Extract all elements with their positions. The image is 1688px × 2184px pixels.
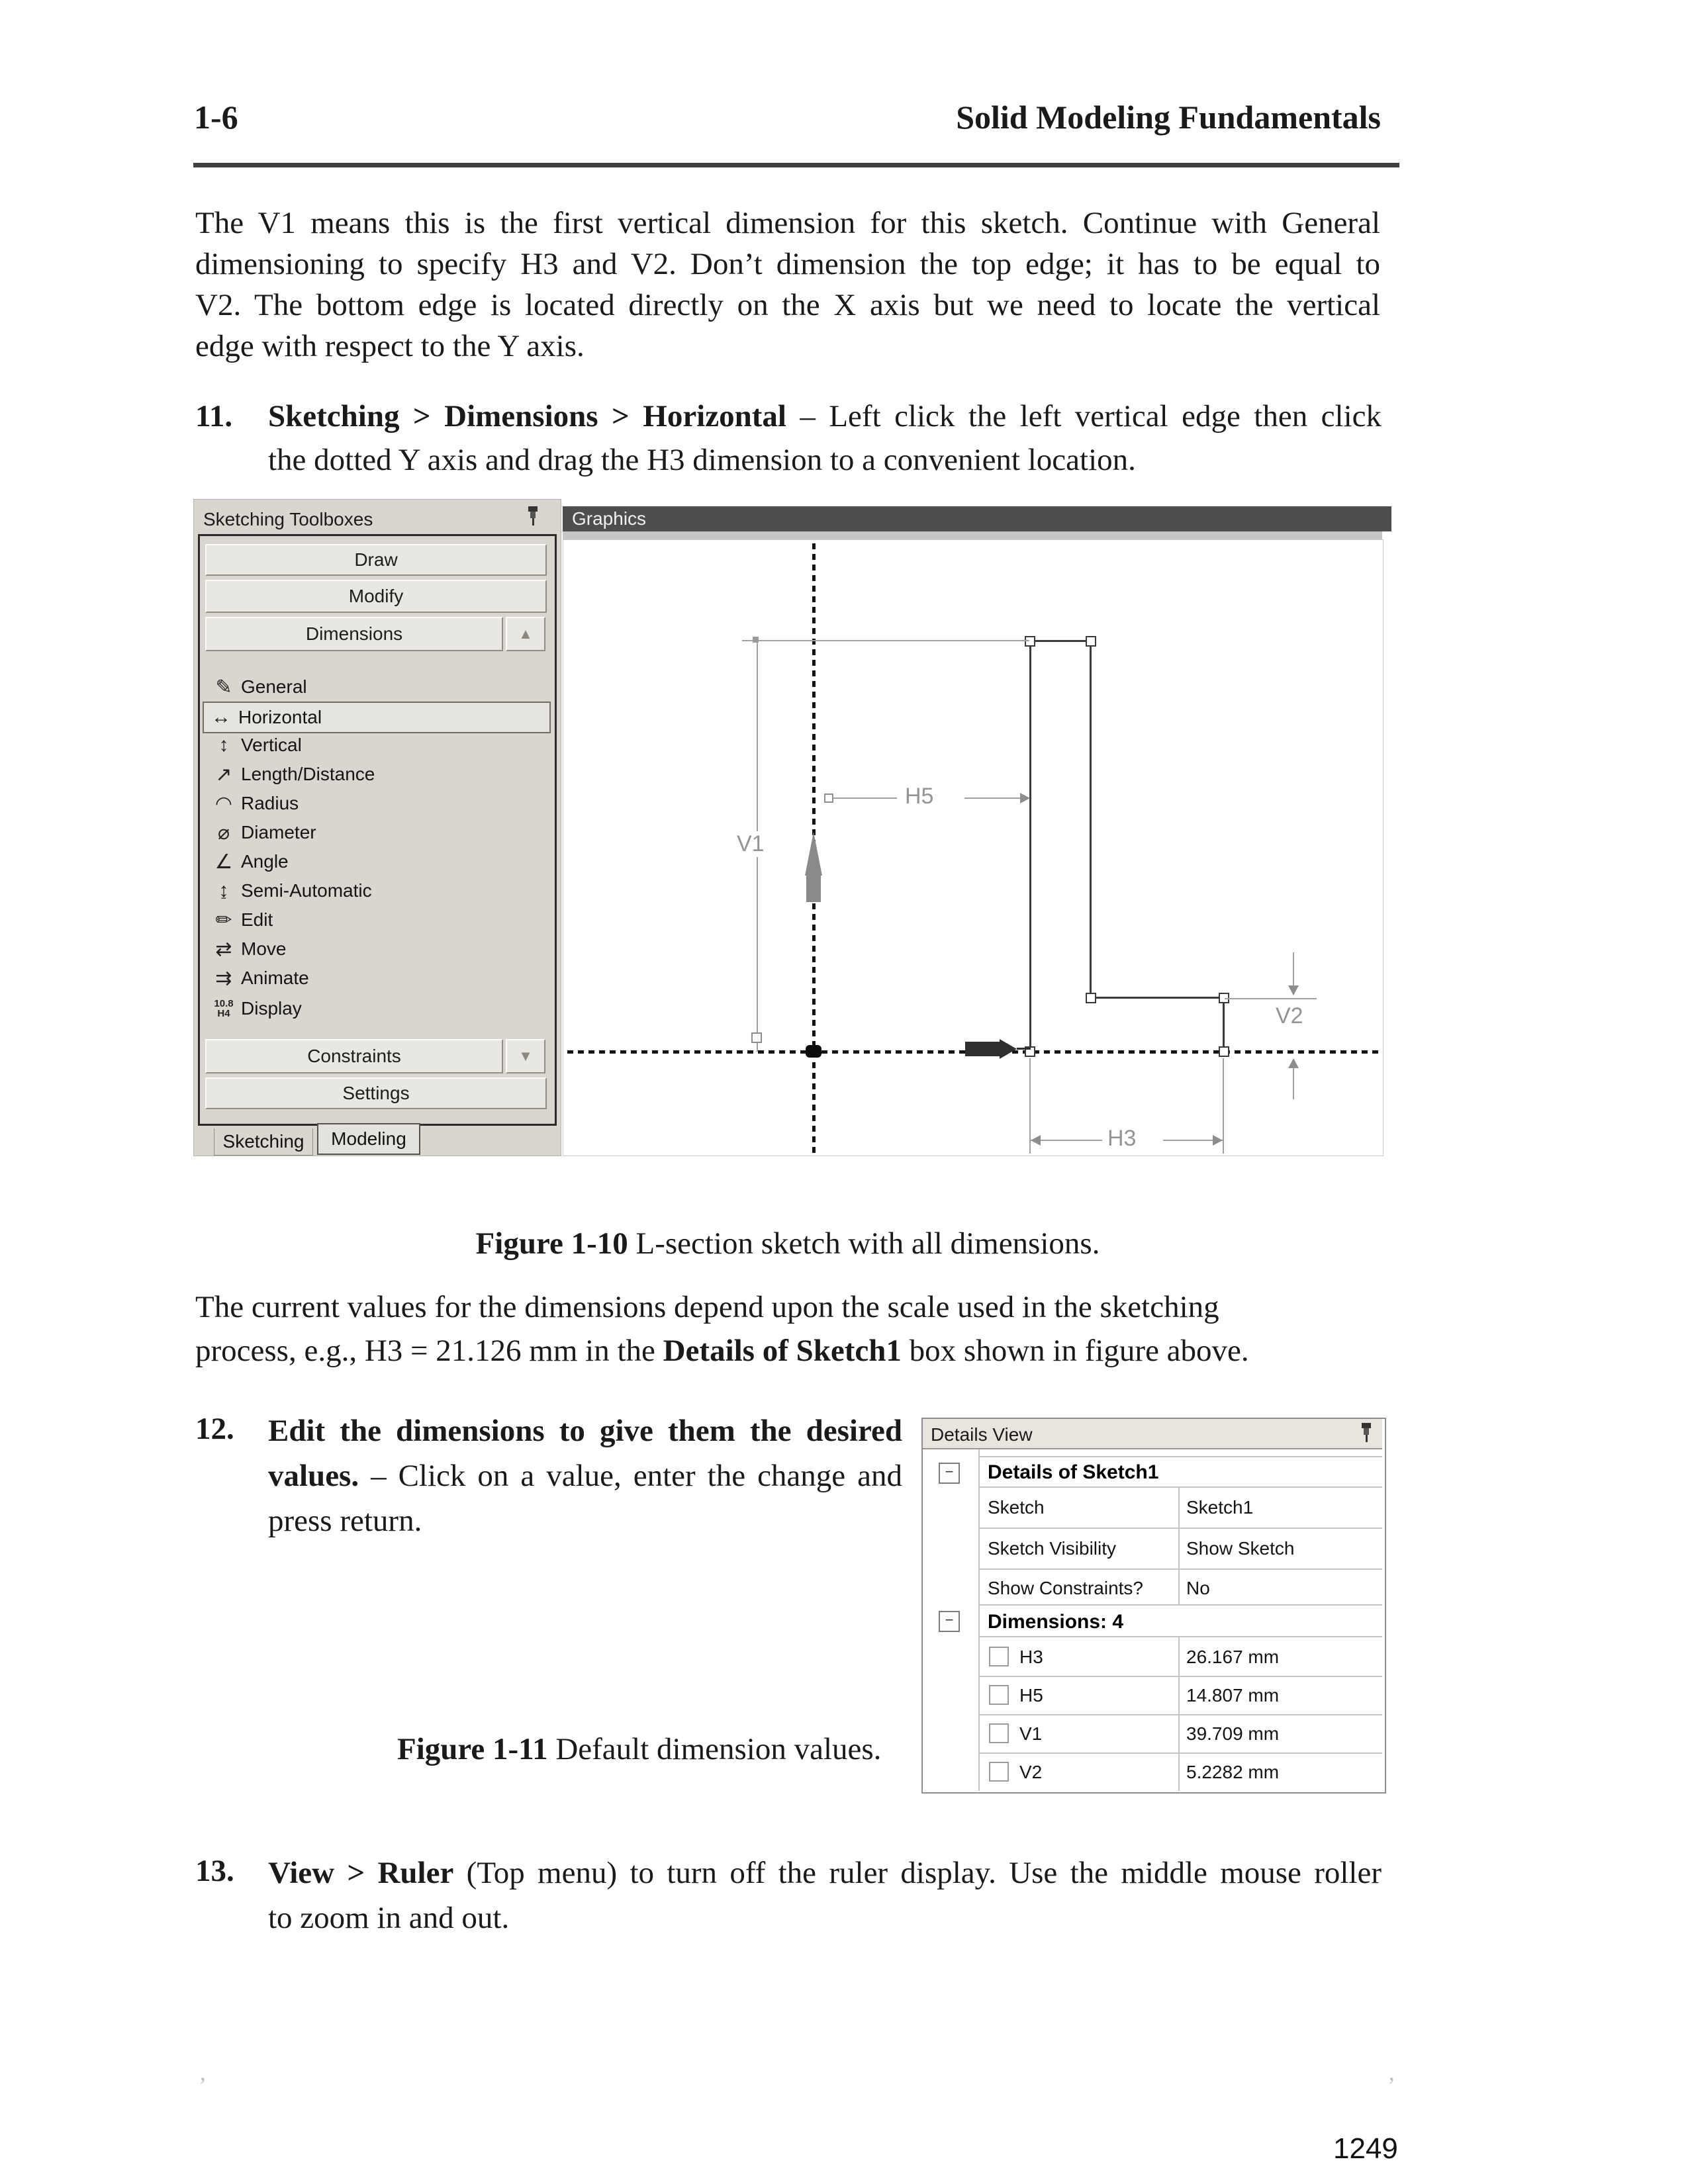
details-of-sketch1-reference: Details of Sketch1 [663, 1334, 902, 1368]
grid-line [978, 1486, 1382, 1488]
tool-label: Angle [241, 851, 289, 872]
h5-right-arrow [1020, 793, 1030, 803]
figure-1-10-caption-text: L-section sketch with all dimensions. [628, 1226, 1100, 1261]
figure-1-11-caption-text: Default dimension values. [547, 1732, 882, 1766]
toolbox-panel-title: Sketching Toolboxes [203, 509, 373, 529]
vertical-dimension-icon: ↕ [218, 734, 229, 756]
property-name: Show Constraints? [988, 1578, 1144, 1598]
pin-icon[interactable] [526, 506, 541, 526]
draw-section-header[interactable]: Draw [205, 544, 547, 576]
constraints-section-header[interactable]: Constraints [205, 1039, 503, 1073]
page-number-footer: 1249 [1333, 2132, 1398, 2165]
tool-label: Move [241, 938, 287, 959]
v2-extension-line [1225, 998, 1317, 999]
step-13-menu-path: View > Ruler [268, 1856, 454, 1890]
figure-1-10-caption [195, 1223, 1380, 1264]
stray-mark: ’ [199, 2072, 207, 2099]
step-12-text: – Click on a value, enter the change and [359, 1459, 902, 1493]
sketch-left-vertical-edge[interactable] [1029, 640, 1031, 1052]
step-11-line2: the dotted Y axis and drag the H3 dimension to a convenient location. [268, 443, 1136, 477]
scroll-up-button[interactable] [506, 617, 545, 651]
vertex-handle [1025, 636, 1035, 647]
paragraph-line: The current values for the dimensions depend upon the scale used in the sketching [195, 1290, 1219, 1324]
dimension-name: V2 [1019, 1762, 1043, 1782]
column-divider [1178, 1636, 1180, 1791]
paragraph-text: process, e.g., H3 = 21.126 mm in the [195, 1334, 663, 1368]
tool-label: Semi-Automatic [241, 880, 372, 901]
scroll-up-icon: ▲ [518, 625, 533, 642]
step-11 [268, 396, 1382, 480]
details-of-sketch1-header: Details of Sketch1 [988, 1461, 1159, 1483]
tool-label: Edit [241, 909, 273, 930]
v2-lower-arrow [1288, 1058, 1299, 1068]
tool-label: Length/Distance [241, 764, 375, 784]
dimension-checkbox[interactable] [989, 1723, 1009, 1743]
details-view-titlebar [923, 1419, 1382, 1449]
figure-1-10-caption-label: Figure 1-10 [475, 1226, 628, 1261]
page-number-header: 1-6 [194, 99, 238, 136]
tool-vertical[interactable] [207, 732, 548, 758]
dimension-name: V1 [1019, 1723, 1043, 1744]
paragraph-line: V2. The bottom edge is located directly on the X axis but we need to locate the vertical [195, 288, 1380, 322]
paragraph-line: dimensioning to specify H3 and V2. Don’t dimension the top edge; it has to be equal to [195, 247, 1380, 281]
sketch-inner-vertical-edge[interactable] [1090, 640, 1092, 998]
origin-point [806, 1045, 821, 1058]
paragraph-text: box shown in figure above. [901, 1334, 1249, 1368]
paragraph-1 [195, 203, 1380, 367]
step-11-text: – Left click the left vertical edge then click [786, 399, 1382, 433]
move-dimension-icon: ⇄ [215, 938, 232, 960]
details-view-title: Details View [931, 1424, 1033, 1445]
tool-move[interactable] [207, 936, 548, 962]
y-axis-arrow-stem [806, 874, 821, 902]
collapse-icon[interactable]: − [939, 1463, 960, 1484]
dimension-name: H3 [1019, 1647, 1043, 1667]
h5-dimension-line-left[interactable] [828, 797, 897, 799]
collapse-icon[interactable]: − [939, 1611, 960, 1632]
step-13-number: 13. [195, 1854, 234, 1888]
tool-display[interactable] [207, 994, 548, 1023]
step-13-line1 [268, 1850, 1382, 1895]
v2-dimension-label[interactable]: V2 [1273, 1003, 1306, 1029]
horizontal-dimension-icon: ↔ [211, 706, 231, 728]
semi-automatic-icon: ↨ [218, 880, 229, 901]
tool-length-distance[interactable] [207, 761, 548, 788]
vertex-handle [1086, 993, 1096, 1003]
h5-dimension-label[interactable]: H5 [902, 784, 936, 809]
paragraph-line: edge with respect to the Y axis. [195, 329, 585, 363]
general-dimension-icon: ✎ [215, 676, 232, 698]
scroll-down-button[interactable] [506, 1039, 545, 1073]
radius-icon: ◠ [214, 792, 233, 815]
property-name: Sketch [988, 1497, 1045, 1518]
tool-horizontal-selected[interactable] [203, 702, 551, 733]
paragraph-2 [195, 1287, 1380, 1371]
paragraph-line [195, 1330, 1380, 1371]
angle-icon: ∠ [214, 850, 233, 873]
grid-line [978, 1714, 1382, 1715]
sketch-top-edge[interactable] [1029, 640, 1091, 642]
property-value[interactable]: Sketch1 [1186, 1497, 1254, 1518]
length-distance-icon: ↗ [215, 763, 232, 786]
tool-animate[interactable] [207, 965, 548, 991]
step-13-line2: to zoom in and out. [268, 1901, 510, 1935]
tool-radius[interactable] [207, 790, 548, 817]
step-13-text: (Top menu) to turn off the ruler display. Use the middle mouse roller [453, 1856, 1382, 1890]
sketch-right-vertical-edge[interactable] [1223, 997, 1225, 1052]
details-gutter-line [978, 1449, 980, 1791]
sketching-toolboxes-panel [193, 499, 561, 1156]
tool-label: Vertical [241, 735, 302, 755]
tool-label: General [241, 676, 307, 697]
settings-section-header[interactable]: Settings [205, 1077, 547, 1109]
modify-section-header[interactable]: Modify [205, 580, 547, 613]
step-13 [268, 1850, 1382, 1940]
sketch-step-edge[interactable] [1090, 997, 1225, 999]
y-axis-arrow [805, 832, 822, 876]
dimension-value[interactable]: 26.167 mm [1186, 1647, 1280, 1667]
toolbox-body [198, 534, 557, 1126]
tool-label: Display [241, 998, 302, 1019]
dimension-checkbox[interactable] [989, 1685, 1009, 1705]
grid-line [978, 1569, 1382, 1570]
h5-dimension-line-right[interactable] [964, 797, 1021, 799]
x-axis-arrow-stem [965, 1042, 1000, 1056]
scroll-down-icon: ▼ [518, 1048, 533, 1064]
dimensions-group-header: Dimensions: 4 [988, 1611, 1124, 1633]
graphics-toolstrip [563, 531, 1382, 539]
h3-right-arrow [1213, 1135, 1223, 1146]
pin-icon[interactable] [1360, 1423, 1374, 1443]
vertex-handle [1219, 1046, 1229, 1057]
grid-line [978, 1456, 1382, 1457]
graphics-canvas[interactable] [563, 539, 1383, 1156]
animate-dimension-icon: ⇉ [215, 967, 232, 989]
dimension-value[interactable]: 39.709 mm [1186, 1723, 1280, 1744]
tool-angle[interactable] [207, 848, 548, 875]
dimension-value[interactable]: 5.2282 mm [1186, 1762, 1280, 1782]
property-value[interactable]: No [1186, 1578, 1210, 1598]
display-dimension-icon: 10.8 H4 [214, 998, 234, 1019]
step-11-number: 11. [195, 399, 233, 433]
property-value[interactable]: Show Sketch [1186, 1538, 1295, 1559]
dimensions-section-header[interactable]: Dimensions [205, 617, 503, 651]
paragraph-line: The V1 means this is the first vertical dimension for this sketch. Continue with General [195, 206, 1380, 240]
step-12-line3: press return. [268, 1504, 422, 1538]
h3-dimension-line-left[interactable] [1031, 1140, 1102, 1141]
column-divider [1178, 1486, 1180, 1604]
tool-edit[interactable] [207, 907, 548, 933]
x-axis-arrow-tip-line [1017, 1048, 1031, 1050]
property-name: Sketch Visibility [988, 1538, 1117, 1559]
figure-1-11-caption [397, 1729, 881, 1770]
v1-bottom-handle [751, 1032, 762, 1043]
tool-general[interactable] [207, 674, 548, 700]
header-rule [193, 163, 1399, 167]
details-view-panel [921, 1418, 1386, 1794]
step-12-bold: values. [268, 1459, 359, 1493]
step-12 [268, 1408, 902, 1543]
graphics-window-title: Graphics [572, 508, 647, 529]
grid-line [978, 1636, 1382, 1637]
tool-label: Horizontal [238, 707, 322, 727]
tab-sketching[interactable]: Sketching [214, 1128, 313, 1156]
running-title: Solid Modeling Fundamentals [956, 99, 1381, 136]
v2-upper-arrow [1288, 985, 1299, 995]
grid-line [978, 1604, 1382, 1606]
dimension-name: H5 [1019, 1685, 1043, 1706]
tool-diameter[interactable] [207, 819, 548, 846]
dimension-checkbox[interactable] [989, 1762, 1009, 1782]
tool-label: Radius [241, 793, 299, 813]
grid-line [978, 1527, 1382, 1529]
dimension-checkbox[interactable] [989, 1647, 1009, 1666]
figure-1-11-caption-label: Figure 1-11 [397, 1732, 548, 1766]
grid-line [978, 1752, 1382, 1754]
tool-label: Diameter [241, 822, 316, 842]
h5-left-handle [824, 794, 833, 803]
h3-left-arrow [1031, 1135, 1041, 1146]
step-11-menu-path: Sketching > Dimensions > Horizontal [268, 399, 786, 433]
dimension-value[interactable]: 14.807 mm [1186, 1685, 1280, 1706]
edit-dimension-icon: ✏ [215, 909, 232, 931]
x-axis-arrow [1000, 1039, 1017, 1059]
stray-mark: ’ [1387, 2072, 1395, 2099]
step-12-line1: Edit the dimensions to give them the desired [268, 1414, 902, 1448]
h3-right-extension-line [1223, 1058, 1224, 1154]
v1-dimension-label[interactable]: V1 [734, 831, 767, 857]
graphics-window-titlebar [563, 506, 1391, 531]
step-12-number: 12. [195, 1412, 234, 1446]
figure-1-10-screenshot [193, 495, 1383, 1156]
v1-extension-line [742, 640, 1029, 641]
tab-modeling[interactable]: Modeling [317, 1123, 420, 1155]
v2-lower-arrow-line[interactable] [1293, 1068, 1294, 1099]
vertex-handle [1086, 636, 1096, 647]
step-11-line1 [268, 396, 1382, 437]
v1-top-arrow [753, 637, 759, 643]
step-12-line2 [268, 1453, 902, 1498]
diameter-icon: ⌀ [217, 821, 230, 844]
tool-semi-automatic[interactable] [207, 878, 548, 904]
tool-label: Animate [241, 968, 309, 988]
grid-line [978, 1676, 1382, 1677]
h3-dimension-label[interactable]: H3 [1105, 1126, 1139, 1152]
